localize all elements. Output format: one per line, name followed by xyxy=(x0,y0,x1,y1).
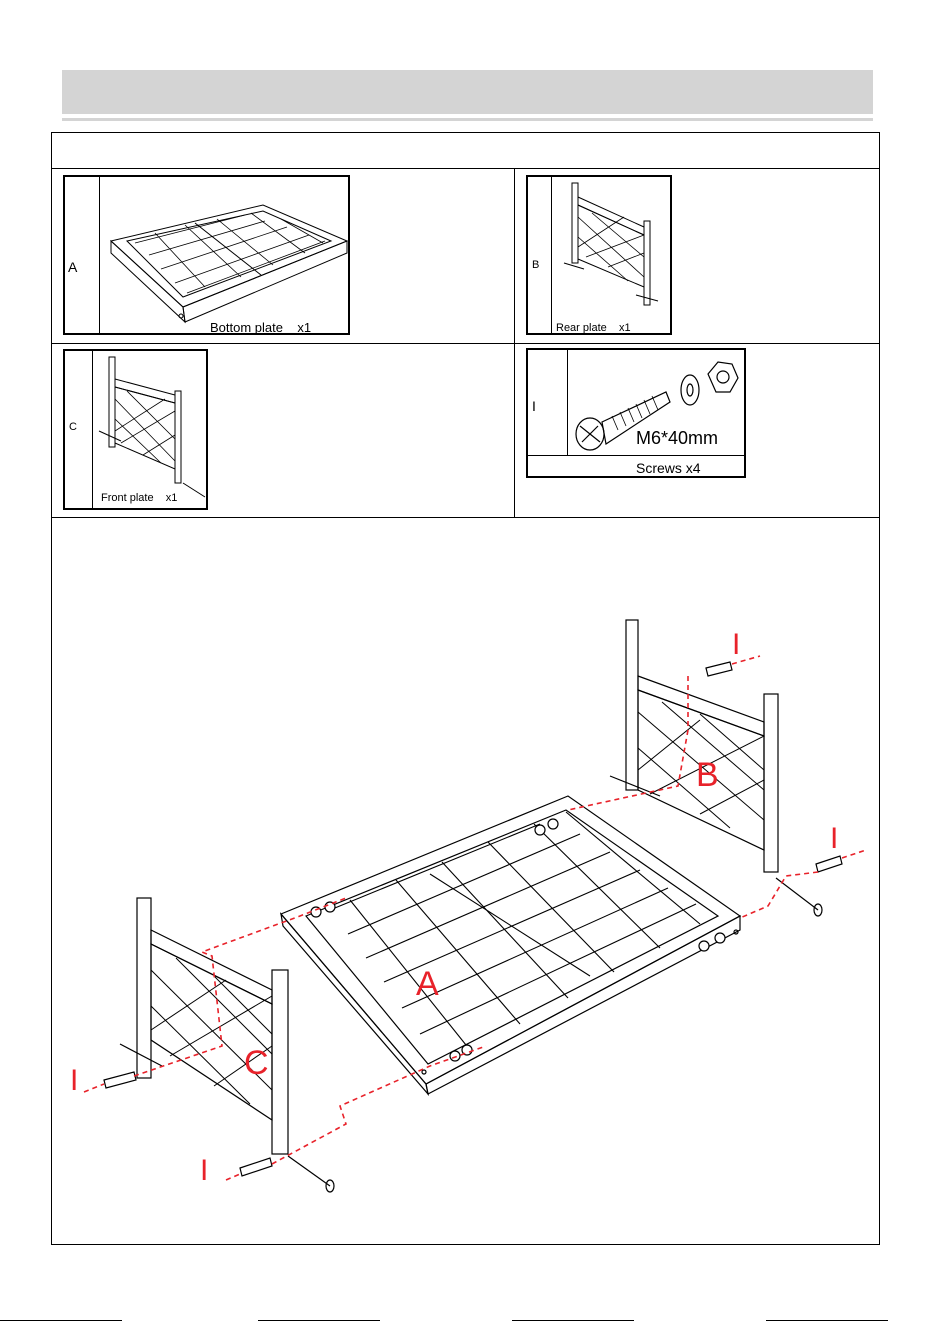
part-a-caption: Bottom plate x1 xyxy=(210,320,312,335)
part-i-caption: Screws x4 xyxy=(636,460,701,476)
label-i-left: I xyxy=(70,1064,79,1097)
part-i-letter: I xyxy=(532,398,536,414)
footer-rule xyxy=(766,1320,888,1321)
label-i-right: I xyxy=(830,822,839,855)
label-i-top: I xyxy=(732,628,741,661)
footer-rule xyxy=(0,1320,122,1321)
label-b: B xyxy=(696,756,719,794)
part-a-letter: A xyxy=(68,259,78,275)
part-b-caption: Rear plate x1 xyxy=(556,322,631,334)
label-i-bottom: I xyxy=(200,1154,209,1187)
part-c-letter: C xyxy=(69,421,77,433)
screw-size-label: M6*40mm xyxy=(636,428,719,448)
label-a: A xyxy=(416,965,439,1003)
footer-rule xyxy=(512,1320,634,1321)
part-c-caption: Front plate x1 xyxy=(101,492,178,504)
label-c: C xyxy=(244,1044,269,1082)
part-b-letter: B xyxy=(532,259,540,271)
front-plate-c xyxy=(120,898,334,1192)
footer-rule xyxy=(258,1320,380,1321)
